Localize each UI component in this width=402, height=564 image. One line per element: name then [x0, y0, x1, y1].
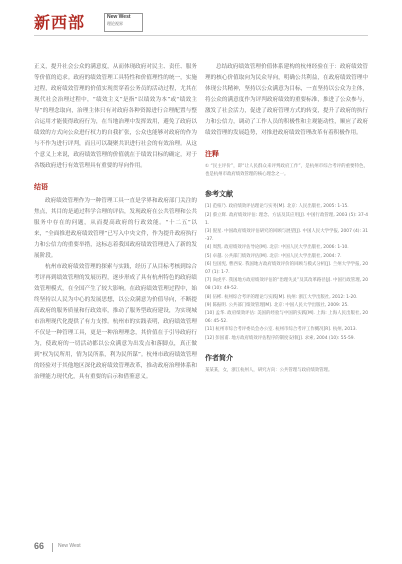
right-intro	[205, 62, 368, 139]
author-bio	[205, 367, 368, 375]
page-number: 66	[34, 541, 45, 551]
body-paragraph: 正义，提升社会公众的满意度，从而体现政府对民主、责任、服务等价值的追求。政府的绩效管理工具特性和价值理性的统一，实施过程，政府绩效管理的价值实现贯穿着公务员的活动过程，尤其在现代社会治理过程中，“绩效主义”是指“以绩效为本”或“绩效主导”的理念取向，治理主体只有对政府各种资源进行合理配置与整合运用才能使得政府行为，在当地治理中发挥效用，避免了政府以绩效的方式向公众进行权力的自我扩张，公众也能够对政府的作为与不作为进行评判，而且可以凝聚共识进行社会的有效治理。从这个意义上来说，政府绩效管理的价值就在于绩效目标的确定，对于各级政府进行有效管理具有重要的导向作用。	[34, 64, 197, 169]
reference-item: [10] 孟华. 政府绩效评估: 美国的经验与中国的实践[M]. 上海: 上海人民出版社, 2006: 45-52.	[205, 311, 368, 325]
body-paragraph: 总结政府绩效管理价值体系建构的杭州经验在于：政府绩效管理的核心价值取向为民众导向，明确公共利益，在政府绩效管理中体现公共精神，坚持以公众满意为目标，一直坚持以公众为主体，将公众的满意度作为评判政府绩效的重要标准，推进了公众参与，激发了社会活力，促进了政府管理方式的转变，提升了政府的执行力和公信力，调动了工作人员的积极性和主观能动性，顺应了政府绩效管理的发展趋势，对推进政府绩效管理改革有着积极作用。	[205, 64, 368, 136]
header-divider	[34, 35, 368, 36]
note-item: ① “民主评价”，即“让人民群众来评判政府工作”，是杭州市综合考评的重要特色，也是杭州市政府绩效管理的核心理念之一。	[205, 164, 368, 178]
logo-box	[104, 13, 143, 32]
references-list	[205, 203, 368, 342]
body-paragraph: 杭州市政府绩效管理的探索与实践，经历了从目标考核到综合考评再到绩效管理的发展历程，逐步形成了具有杭州特色的政府绩效管理模式，在全国产生了较大影响。在政府绩效管理过程中，始终坚持以人民为中心的发展思想，以公众满意为价值导向，不断提高政府的服务质量和行政效率，推动了服务型政府建设，为实现城市治理现代化提供了有力支撑。杭州市的实践表明，政府绩效管理不仅是一种管理工具，更是一种治理理念，其价值在于引导政府行为，使政府的一切活动都以公众满意为出发点和落脚点，真正做到“权为民所用，情为民所系，利为民所谋”。杭州市政府绩效管理的经验对于其他地区深化政府绩效管理改革，推动政府治理体系和治理能力现代化，具有重要的启示和借鉴意义。	[34, 264, 197, 380]
page-header	[0, 0, 402, 58]
reference-item: [6] 包国宪, 曹西安. 我国地方政府绩效评价的回顾与模式分析[J]. 兰州大学学报, 2007 (1): 1-7.	[205, 261, 368, 276]
reference-item: [5] 卓越. 公共部门绩效评估[M]. 北京: 中国人民大学出版社, 2004: 7.	[205, 253, 342, 259]
logo-box-line2: 理论视界	[107, 21, 123, 26]
conclusion-heading: 结语	[34, 183, 48, 191]
conclusion-body	[34, 196, 197, 383]
right-column	[205, 62, 368, 534]
author-text: 某某某，女，浙江杭州人，研究方向：公共管理与政府绩效管理。	[205, 367, 333, 373]
author-heading: 作者简介	[205, 353, 233, 362]
body-paragraph: 政府绩效管理作为一种管理工具一直是学界和政府部门关注的焦点，其目的是通过科学合理的评估，发现政府在公共管理和公共服务中存在的问题，从而提高政府的行政效能。“十二五”以来，“全面推进政府绩效管理”已写入中央文件，作为提升政府执行力和公信力的重要举措，这标志着我国政府绩效管理进入了新的发展阶段。	[34, 198, 197, 259]
reference-item: [4] 周凯. 政府绩效评估导论[M]. 北京: 中国人民大学出版社, 2006: 1-10.	[205, 245, 349, 251]
magazine-logo: 新西部	[34, 13, 86, 32]
reference-item: [9] 陈振明. 公共部门绩效管理[M]. 北京: 中国人民大学出版社, 2009: 25.	[205, 302, 349, 308]
left-intro	[34, 62, 197, 172]
footer-divider	[52, 543, 53, 552]
reference-item: [12] 彭国甫. 地方政府绩效评估程序的制度安排[J]. 求索, 2004 (10): 55-59.	[205, 335, 355, 341]
logo-box-line1: New West	[107, 14, 131, 20]
footer-brand: New West	[58, 543, 81, 549]
reference-item: [1] 范柏乃. 政府绩效评估理论与实务[M]. 北京: 人民出版社, 2005: 1-15.	[205, 204, 349, 210]
reference-item: [3] 倪星. 中国政府绩效评估研究的回顾与展望[J]. 中国人民大学学报, 2007 (4): 31-37.	[205, 229, 368, 243]
references-heading: 参考文献	[205, 190, 233, 199]
left-column	[34, 62, 197, 534]
notes-heading: 注释	[205, 150, 219, 158]
reference-item: [11] 杭州市综合考评委员会办公室. 杭州市综合考评工作概况[R]. 杭州, 2013.	[205, 327, 357, 333]
notes-list	[205, 163, 368, 179]
reference-item: [8] 伍彬. 杭州综合考评的理论与实践[M]. 杭州: 浙江大学出版社, 2012: 1-20.	[205, 294, 358, 300]
reference-item: [2] 蔡立辉. 政府绩效评估: 理念、方法及其应用[J]. 中国行政管理, 2003 (5): 37-41.	[205, 212, 368, 226]
reference-item: [7] 尚虎平. 我国地方政府绩效评估的“治理失灵”及其改革路径[J]. 中国行政管理, 2008 (10): 49-52.	[205, 278, 368, 292]
